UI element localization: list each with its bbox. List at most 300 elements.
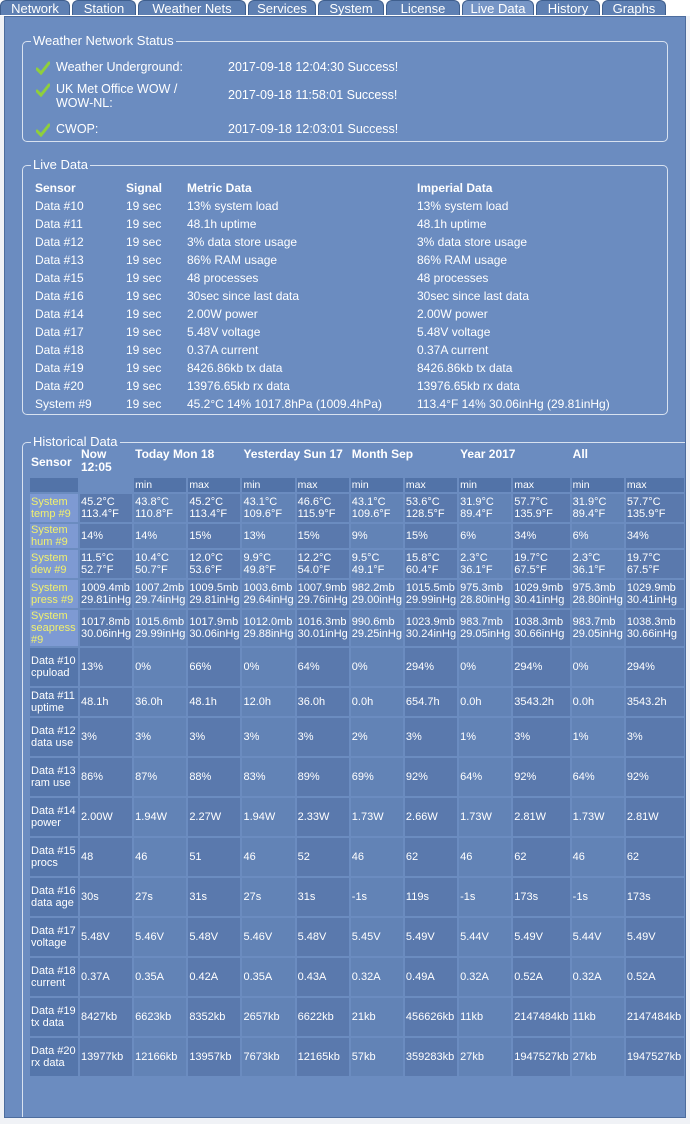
live-cell: Data #15 [35,271,84,285]
live-cell: 13976.65kb rx data [417,379,520,393]
live-cell: Data #12 [35,235,84,249]
historical-cell: 9% [351,524,403,548]
historical-column-header: Yesterday Sun 17 [243,448,343,461]
live-cell: Data #20 [35,379,84,393]
network-status: 2017-09-18 11:58:01 Success! [228,88,398,102]
historical-row-label: Data #13 ram use [30,758,78,796]
historical-subheader: max [188,478,240,492]
historical-cell: 46 [572,838,624,876]
historical-cell: 5.48V [80,918,132,956]
historical-row-label: System press #9 [30,580,78,608]
historical-row [30,878,684,916]
historical-cell: 0.32A [351,958,403,996]
live-cell: 45.2°C 14% 1017.8hPa (1009.4hPa) [187,397,382,411]
network-status: 2017-09-18 12:04:30 Success! [228,60,399,74]
tab-system[interactable]: System [318,0,384,15]
historical-cell: 3543.2h [513,688,569,716]
check-icon [36,123,50,137]
historical-cell: 2.3°C 36.1°F [459,550,511,578]
historical-cell: 87% [134,758,186,796]
historical-cell: 7673kb [242,1038,294,1076]
historical-row [30,648,684,686]
historical-cell: 34% [626,524,684,548]
historical-cell: 3% [513,718,569,756]
historical-cell: 6622kb [297,998,349,1036]
historical-subheader: max [297,478,349,492]
live-cell: Data #14 [35,307,84,321]
historical-cell: 359283kb [405,1038,457,1076]
tab-graphs[interactable]: Graphs [602,0,666,15]
historical-cell: 1029.9mb 30.41inHg [513,580,569,608]
historical-column-header: Month Sep [351,448,414,461]
historical-cell: 5.49V [626,918,684,956]
historical-cell: 64% [459,758,511,796]
historical-cell: 12.0h [242,688,294,716]
historical-cell: 13977kb [80,1038,132,1076]
historical-cell: 3% [242,718,294,756]
historical-cell: 5.49V [513,918,569,956]
historical-cell: 990.6mb 29.25inHg [351,610,403,646]
historical-row-label: System hum #9 [30,524,78,548]
check-icon [36,83,50,97]
live-cell: 0.37A current [187,343,259,357]
historical-cell: 0% [351,648,403,686]
live-cell: 0.37A current [417,343,489,357]
historical-cell: 2.00W [80,798,132,836]
historical-column-header: All [572,448,589,461]
historical-cell: 0.0h [459,688,511,716]
historical-cell: 8427kb [80,998,132,1036]
live-cell: 19 sec [126,253,162,267]
historical-row [30,718,684,756]
historical-cell: 89% [297,758,349,796]
historical-cell: 57kb [351,1038,403,1076]
historical-cell: 5.44V [459,918,511,956]
historical-cell: 3% [626,718,684,756]
historical-cell: 13% [242,524,294,548]
historical-cell: 1017.8mb 30.06inHg [80,610,132,646]
historical-cell: 21kb [351,998,403,1036]
historical-cell: 48 [80,838,132,876]
historical-cell: 1015.6mb 29.99inHg [134,610,186,646]
live-cell: 13976.65kb rx data [187,379,290,393]
historical-cell: 9.9°C 49.8°F [242,550,294,578]
live-cell: 2.00W power [417,307,488,321]
live-cell: 3% data store usage [187,235,298,249]
historical-cell: 45.2°C 113.4°F [80,494,132,522]
historical-cell: 19.7°C 67.5°F [513,550,569,578]
historical-cell: 3% [188,718,240,756]
network-name: Weather Underground: [56,60,183,74]
historical-cell: 2.27W [188,798,240,836]
live-cell: 19 sec [126,397,162,411]
historical-cell: 15% [188,524,240,548]
historical-subheader-blank [80,478,132,492]
historical-row [30,580,684,608]
historical-cell: 3% [134,718,186,756]
historical-subheader-blank [30,478,78,492]
historical-row-label: Data #18 current [30,958,78,996]
historical-cell: 11kb [572,998,624,1036]
historical-cell: 27s [134,878,186,916]
historical-cell: 3% [405,718,457,756]
historical-row [30,688,684,716]
historical-cell: -1s [459,878,511,916]
historical-cell: 30s [80,878,132,916]
network-status-group [22,33,668,142]
historical-cell: 0.32A [572,958,624,996]
historical-cell: 1038.3mb 30.66inHg [626,610,684,646]
tab-network[interactable]: Network [0,0,70,15]
historical-cell: 13957kb [188,1038,240,1076]
live-cell: 19 sec [126,217,162,231]
live-cell: 19 sec [126,307,162,321]
historical-cell: 5.49V [405,918,457,956]
historical-cell: 31s [188,878,240,916]
historical-cell: 46 [351,838,403,876]
historical-cell: 92% [626,758,684,796]
historical-cell: 46 [134,838,186,876]
tab-live-data[interactable]: Live Data [462,0,534,15]
historical-row [30,798,684,836]
live-cell: 48 processes [417,271,489,285]
historical-row [30,958,684,996]
historical-cell: 15.8°C 60.4°F [405,550,457,578]
historical-cell: 62 [626,838,684,876]
historical-row [30,550,684,578]
historical-cell: 1007.2mb 29.74inHg [135,582,186,606]
historical-subheader: max [405,478,457,492]
historical-row-label: Data #11 uptime [30,688,78,716]
historical-cell: 83% [242,758,294,796]
historical-cell: 27kb [572,1038,624,1076]
historical-cell: 1029.9mb 30.41inHg [626,580,684,608]
historical-cell: 66% [188,648,240,686]
historical-cell: 0% [572,648,624,686]
live-cell: 48.1h uptime [187,217,257,231]
historical-row-label: Data #19 tx data [30,998,78,1036]
historical-cell: 92% [405,758,457,796]
live-cell: Data #13 [35,253,84,267]
historical-cell: 2.33W [297,798,349,836]
historical-cell: 0% [459,648,511,686]
historical-row [30,838,684,876]
historical-cell: 43.8°C 110.8°F [134,494,186,522]
historical-cell: 48.1h [188,688,240,716]
historical-cell: 2147484kb [513,998,569,1036]
live-cell: 30sec since last data [187,289,300,303]
historical-cell: 57.7°C 135.9°F [626,494,684,522]
historical-subheader: min [351,478,403,492]
historical-cell: 0.49A [405,958,457,996]
live-header: Imperial Data [417,181,493,195]
historical-cell: 119s [405,878,457,916]
historical-row [30,758,684,796]
tab-services[interactable]: Services [248,0,316,15]
historical-cell: 46 [242,838,294,876]
historical-cell: 43.1°C 109.6°F [242,494,294,522]
live-cell: 19 sec [126,379,162,393]
historical-row [30,610,684,646]
historical-cell: 1.73W [351,798,403,836]
historical-row [30,494,684,522]
historical-cell: -1s [572,878,624,916]
live-cell: Data #10 [35,199,84,213]
historical-cell: 1947527kb [626,1038,684,1076]
historical-cell: 0% [134,648,186,686]
historical-cell: 27s [242,878,294,916]
historical-cell: 34% [513,524,569,548]
historical-row-label: Data #14 power [30,798,78,836]
historical-cell: 0.52A [626,958,684,996]
historical-cell: 27kb [459,1038,511,1076]
historical-cell: 62 [405,838,457,876]
historical-cell: 64% [572,758,624,796]
live-cell: 19 sec [126,325,162,339]
historical-cell: 2% [351,718,403,756]
live-cell: 19 sec [126,199,162,213]
live-cell: 19 sec [126,235,162,249]
historical-subheader: min [459,478,511,492]
historical-cell: 92% [513,758,569,796]
historical-cell: 173s [626,878,684,916]
historical-cell: 294% [626,648,684,686]
historical-cell: 31.9°C 89.4°F [572,494,624,522]
historical-cell: 10.4°C 50.7°F [134,550,186,578]
historical-cell: 15% [297,524,349,548]
live-cell: 19 sec [126,271,162,285]
historical-cell: 0.35A [134,958,186,996]
live-cell: 5.48V voltage [187,325,261,339]
historical-cell: 3% [80,718,132,756]
historical-cell: 0.37A [80,958,132,996]
historical-cell: 0.35A [242,958,294,996]
historical-cell: 36.0h [297,688,349,716]
live-cell: 8426.86kb tx data [187,361,283,375]
historical-cell: 52 [297,838,349,876]
historical-cell: 46 [459,838,511,876]
historical-row-label: Data #17 voltage [30,918,78,956]
historical-cell: 1.73W [572,798,624,836]
historical-cell: 15% [405,524,457,548]
historical-cell: 5.48V [188,918,240,956]
historical-header-row [30,448,684,476]
historical-row-label: System seapress #9 [30,610,78,646]
historical-cell: 3% [297,718,349,756]
historical-cell: 31.9°C 89.4°F [459,494,511,522]
historical-cell: 19.7°C 67.5°F [626,550,684,578]
historical-cell: 1003.6mb 29.64inHg [243,582,294,606]
historical-cell: 48.1h [80,688,132,716]
historical-cell: 1009.4mb 29.81inHg [81,582,132,606]
historical-cell: 57.7°C 135.9°F [513,494,569,522]
historical-subheader: max [626,478,684,492]
historical-cell: 12.0°C 53.6°F [188,550,240,578]
check-icon [36,61,50,75]
historical-cell: 5.48V [297,918,349,956]
live-cell: 5.48V voltage [417,325,491,339]
historical-cell: 2657kb [242,998,294,1036]
historical-cell: 975.3mb 28.80inHg [572,582,623,606]
historical-cell: 173s [513,878,569,916]
historical-cell: 0.52A [513,958,569,996]
historical-cell: 46.6°C 115.9°F [297,494,349,522]
historical-cell: 456626kb [405,998,457,1036]
historical-cell: 983.7mb 29.05inHg [459,610,511,646]
historical-subheader: min [242,478,294,492]
historical-cell: 5.46V [242,918,294,956]
historical-cell: 5.45V [351,918,403,956]
historical-cell: 2.3°C 36.1°F [572,550,624,578]
historical-cell: 2.81W [513,798,569,836]
historical-cell: 1947527kb [513,1038,569,1076]
live-cell: 13% system load [187,199,279,213]
historical-cell: 654.7h [405,688,457,716]
historical-row [30,524,684,548]
live-cell: 13% system load [417,199,509,213]
historical-cell: 2.81W [626,798,684,836]
live-cell: 86% RAM usage [417,253,508,267]
historical-column-header: Sensor [31,454,72,469]
live-header: Signal [126,181,163,195]
historical-cell: 11.5°C 52.7°F [80,550,132,578]
historical-cell: 1.73W [459,798,511,836]
historical-cell: 1015.5mb 29.99inHg [405,582,457,606]
historical-cell: 2.66W [405,798,457,836]
live-cell: 3% data store usage [417,235,528,249]
historical-cell: 51 [188,838,240,876]
live-cell: 19 sec [126,289,162,303]
historical-cell: 1012.0mb 29.88inHg [242,610,294,646]
historical-row-label: Data #16 data age [30,878,78,916]
historical-row [30,998,684,1036]
historical-cell: 53.6°C 128.5°F [405,494,457,522]
historical-cell: 62 [513,838,569,876]
historical-cell: -1s [351,878,403,916]
historical-subheader: min [134,478,186,492]
tab-bar [0,0,690,16]
tab-station[interactable]: Station [72,0,136,15]
live-cell: 8426.86kb tx data [417,361,513,375]
live-data-group [22,157,668,415]
historical-cell: 9.5°C 49.1°F [351,550,403,578]
historical-cell: 8352kb [188,998,240,1036]
historical-cell: 1023.9mb 30.24inHg [405,610,457,646]
historical-row-label: System temp #9 [30,494,78,522]
historical-cell: 6% [572,524,624,548]
historical-subheader: min [572,478,624,492]
historical-column-header: Year 2017 [460,448,516,461]
historical-cell: 64% [297,648,349,686]
historical-cell: 1.94W [134,798,186,836]
historical-column-header: Today Mon 18 [135,448,215,461]
live-cell: Data #19 [35,361,84,375]
historical-row-label: System dew #9 [30,550,78,578]
live-cell: 113.4°F 14% 30.06inHg (29.81inHg) [417,397,610,411]
historical-cell: 11kb [459,998,511,1036]
live-cell: 30sec since last data [417,289,530,303]
historical-cell: 1038.3mb 30.66inHg [513,610,569,646]
historical-cell: 1.94W [242,798,294,836]
historical-cell: 983.7mb 29.05inHg [572,610,624,646]
live-cell: 19 sec [126,343,162,357]
historical-cell: 69% [351,758,403,796]
tab-history[interactable]: History [536,0,600,15]
historical-cell: 982.2mb 29.00inHg [351,582,402,606]
historical-cell: 14% [80,524,132,548]
historical-cell: 1007.9mb 29.76inHg [297,582,348,606]
historical-row-label: Data #10 cpuload [30,648,78,686]
historical-cell: 1016.3mb 30.01inHg [297,610,349,646]
historical-cell: 0.0h [572,688,624,716]
historical-cell: 5.46V [134,918,186,956]
live-data-legend: Live Data [33,157,88,172]
live-cell: 86% RAM usage [187,253,278,267]
historical-cell: 86% [80,758,132,796]
network-name: UK Met Office WOW / WOW-NL: [56,82,178,110]
historical-cell: 45.2°C 113.4°F [188,494,240,522]
live-header: Metric Data [187,181,252,195]
network-name: CWOP: [56,122,99,136]
historical-cell: 36.0h [134,688,186,716]
historical-data-table [28,446,686,1078]
historical-cell: 88% [188,758,240,796]
historical-cell: 294% [513,648,569,686]
network-status-legend: Weather Network Status [33,33,174,48]
historical-cell: 0.43A [297,958,349,996]
historical-cell: 12.2°C 54.0°F [297,550,349,578]
live-cell: 48 processes [187,271,259,285]
tab-license[interactable]: License [386,0,460,15]
historical-row-label: Data #12 data use [30,718,78,756]
historical-cell: 0.0h [351,688,403,716]
historical-cell: 14% [134,524,186,548]
tab-weather-nets[interactable]: Weather Nets [138,0,246,15]
live-cell: Data #16 [35,289,84,303]
historical-data-legend: Historical Data [33,434,118,449]
historical-cell: 43.1°C 109.6°F [351,494,403,522]
live-cell: Data #11 [35,217,83,231]
historical-subheader: max [513,478,569,492]
historical-cell: 12166kb [134,1038,186,1076]
historical-cell: 13% [80,648,132,686]
historical-cell: 1% [572,718,624,756]
live-header: Sensor [35,181,76,195]
historical-cell: 2147484kb [626,998,684,1036]
historical-cell: 31s [297,878,349,916]
historical-column-header: Now 12:05 [81,448,112,474]
historical-cell: 1017.9mb 30.06inHg [188,610,240,646]
historical-cell: 1009.5mb 29.81inHg [189,582,240,606]
historical-subheader-row [30,478,684,492]
historical-cell: 3543.2h [626,688,684,716]
historical-row [30,1038,684,1076]
historical-row-label: Data #15 procs [30,838,78,876]
historical-cell: 0.32A [459,958,511,996]
historical-cell: 6% [459,524,511,548]
historical-row [30,918,684,956]
network-status: 2017-09-18 12:03:01 Success! [228,122,399,136]
historical-row-label: Data #20 rx data [30,1038,78,1076]
live-cell: Data #18 [35,343,84,357]
historical-cell: 6623kb [134,998,186,1036]
historical-cell: 12165kb [297,1038,349,1076]
live-cell: System #9 [35,397,92,411]
live-cell: Data #17 [35,325,84,339]
historical-cell: 5.44V [572,918,624,956]
live-cell: 19 sec [126,361,162,375]
historical-cell: 0.42A [188,958,240,996]
